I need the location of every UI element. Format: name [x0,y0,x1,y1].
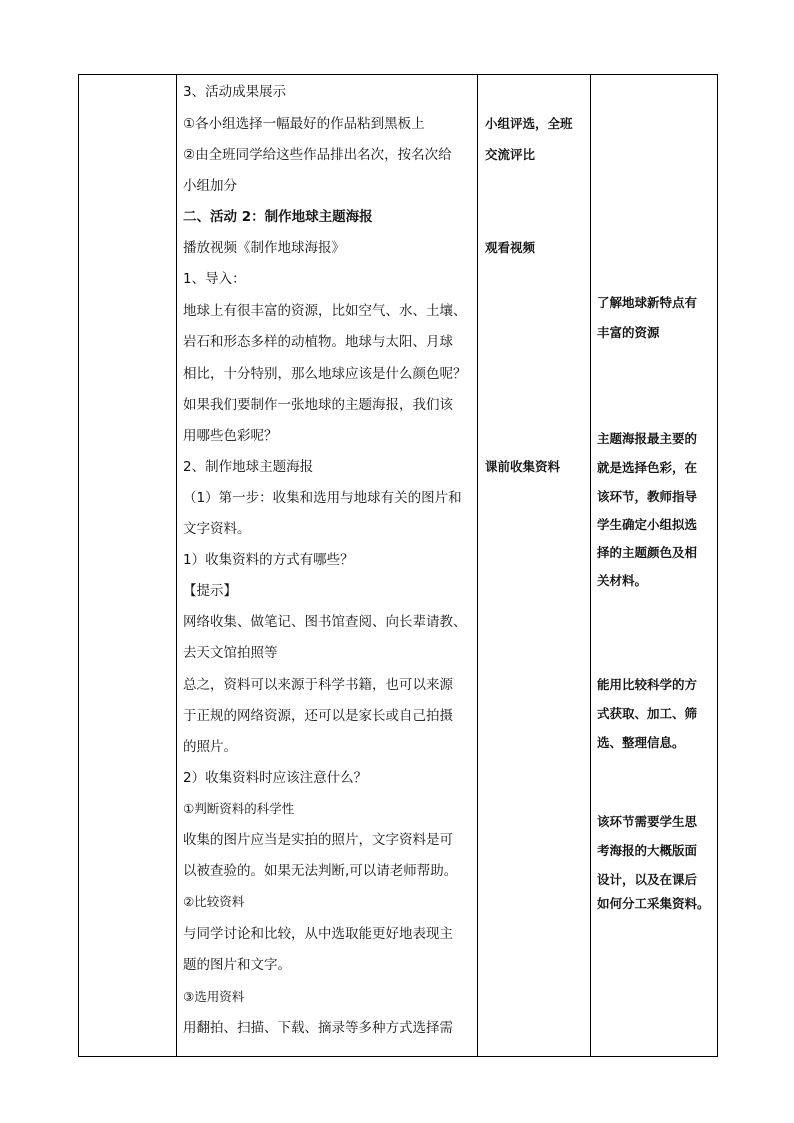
content-line: 去天文馆拍照等 [183,645,278,661]
design-intent-line: 学生确定小组拟选 [597,517,698,532]
student-activity-line: 观看视频 [485,240,536,255]
content-line: ①判断资料的科学性 [183,801,295,816]
content-line: 相比，十分特别，那么地球应该是什么颜色呢？ [183,366,467,382]
design-intent-line: 就是选择色彩，在 [597,460,698,475]
design-intent-line: 能用比较科学的方 [597,677,698,692]
content-line: 与同学讨论和比较，从中选取能更好地表现主 [183,926,453,942]
content-line: 播放视频《制作地球海报》 [183,240,345,256]
design-intent-line: 该环节需要学生思 [597,814,698,829]
student-activity-line: 小组评选，全班 [485,116,573,131]
design-intent-line: 选、整理信息。 [597,735,685,750]
content-line: ③选用资料 [183,989,245,1004]
design-intent-line: 考海报的大概版面 [597,843,698,858]
content-line: 于正规的网络资源，还可以是家长或自己拍摄 [183,708,453,724]
design-intent-line: 设计，以及在课后 [597,872,698,887]
content-line: 【提示】 [183,583,237,599]
design-intent-line: 该环节，教师指导 [597,489,698,504]
content-line: 以被查验的。如果无法判断,可以请老师帮助。 [183,863,458,879]
student-activity-line: 课前收集资料 [485,459,561,474]
content-line: ①各小组选择一幅最好的作品粘到黑板上 [183,116,425,132]
content-line: 的照片。 [183,739,237,755]
content-line: （1）第一步：收集和选用与地球有关的图片和 [183,490,462,506]
content-line: 文字资料。 [183,521,251,537]
content-line: 2、制作地球主题海报 [183,459,314,475]
content-line: 地球上有很丰富的资源，比如空气、水、土壤、 [183,303,467,319]
design-intent-line: 丰富的资源 [597,325,660,340]
design-intent-line: 择的主题颜色及相 [597,545,698,560]
design-intent-line: 主题海报最主要的 [597,431,698,446]
student-activity-line: 交流评比 [485,147,536,162]
content-line: 3、活动成果展示 [183,84,287,100]
content-line: 小组加分 [183,178,237,194]
content-line: 收集的图片应当是实拍的照片，文字资料是可 [183,832,453,848]
column-divider [477,75,478,1056]
content-line: ②由全班同学给这些作品排出名次，按名次给 [183,147,452,163]
content-line: 用翻拍、扫描、下载、摘录等多种方式选择需 [183,1020,453,1036]
content-line: 题的图片和文字。 [183,957,291,973]
design-intent-line: 了解地球新特点有 [597,295,698,310]
content-line: 岩石和形态多样的动植物。地球与太阳、月球 [183,334,453,350]
content-line: 2）收集资料时应该注意什么？ [183,770,368,786]
content-line: 1）收集资料的方式有哪些？ [183,552,354,568]
column-divider [590,75,591,1056]
content-line: 如果我们要制作一张地球的主题海报，我们该 [183,397,453,413]
content-line: 用哪些色彩呢？ [183,428,278,444]
content-line: 1、导入： [183,271,246,287]
content-line: ②比较资料 [183,894,245,909]
column-divider [176,75,177,1056]
design-intent-line: 关材料。 [597,573,648,588]
content-line: 二、活动 2：制作地球主题海报 [183,209,373,225]
design-intent-line: 如何分工采集资料。 [597,896,710,911]
design-intent-line: 式获取、加工、筛 [597,706,698,721]
content-line: 网络收集、做笔记、图书馆查阅、向长辈请教、 [183,614,467,630]
content-line: 总之，资料可以来源于科学书籍，也可以来源 [183,677,453,693]
